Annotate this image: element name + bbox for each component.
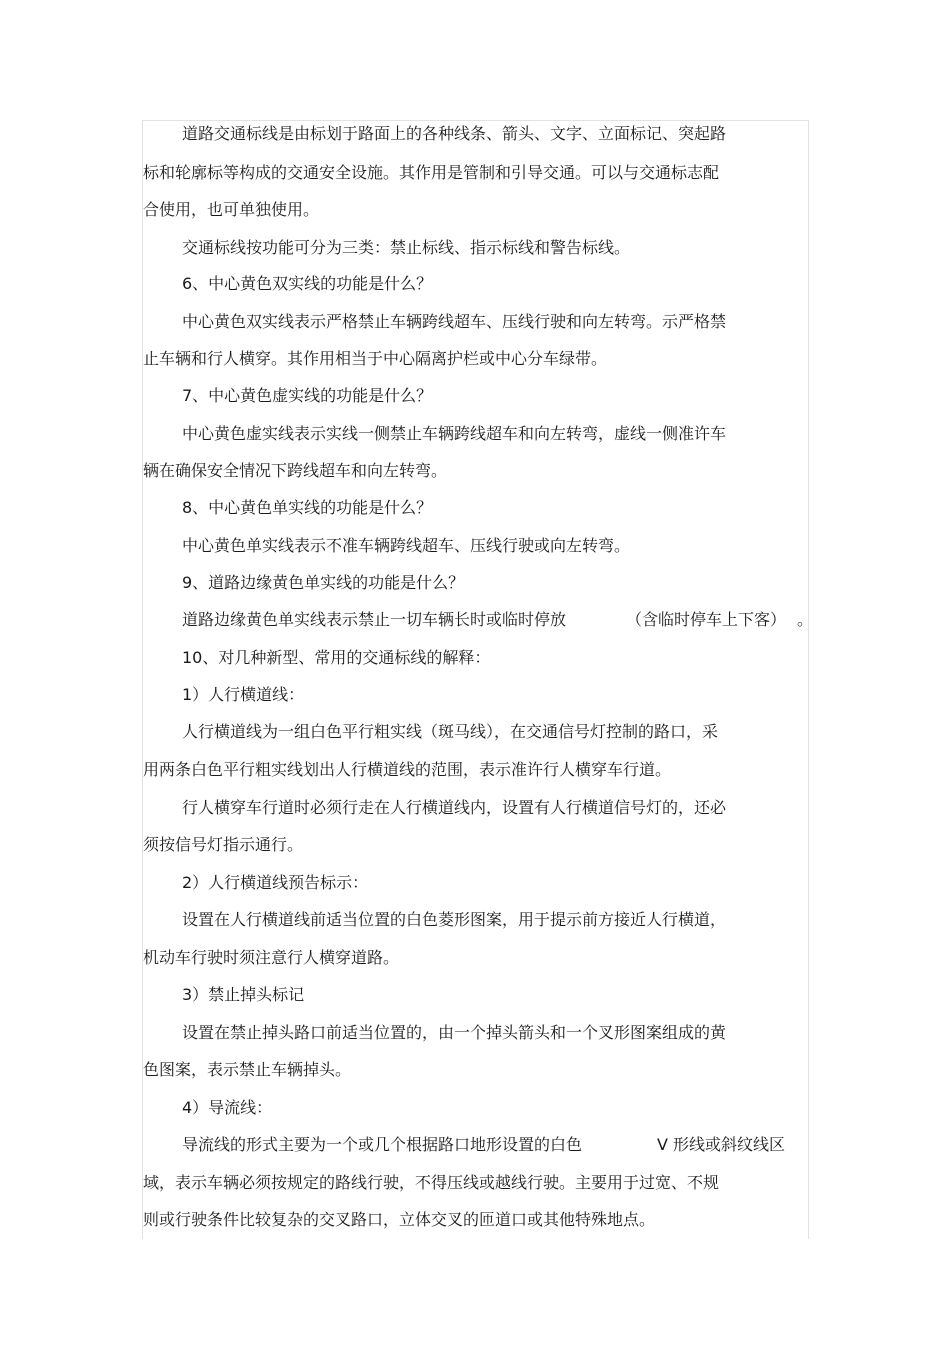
text-segment: 合使用，也可单独使用。 <box>143 200 320 219</box>
text-segment: 机动车行驶时须注意行人横穿道路。 <box>143 948 400 967</box>
text-segment: 交通标线按功能可分为三类：禁止标线、指示标线和警告标线。 <box>182 238 631 257</box>
text-segment: 。 <box>797 610 814 629</box>
text-segment: 道路交通标线是由标划于路面上的各种线条、箭头、文字、立面标记、突起路 <box>182 124 727 143</box>
text-segment: 辆在确保安全情况下跨线超车和向左转弯。 <box>143 461 448 480</box>
text-segment: （含临时停车上下客） <box>626 610 787 629</box>
text-segment: 10、对几种新型、常用的交通标线的解释： <box>182 648 491 667</box>
text-segment: 4）导流线： <box>182 1098 273 1117</box>
text-segment: 止车辆和行人横穿。其作用相当于中心隔离护栏或中心分车绿带。 <box>143 349 608 368</box>
text-segment: 则或行驶条件比较复杂的交叉路口，立体交叉的匝道口或其他特殊地点。 <box>143 1210 656 1229</box>
text-segment: 2）人行横道线预告标示： <box>182 873 369 892</box>
text-segment: 6、中心黄色双实线的功能是什么？ <box>182 274 433 293</box>
text-segment: 3）禁止掉头标记 <box>182 985 305 1004</box>
text-segment: 域，表示车辆必须按规定的路线行驶，不得压线或越线行驶。主要用于过宽、不规 <box>143 1173 720 1192</box>
text-segment: 行人横穿车行道时必须行走在人行横道线内，设置有人行横道信号灯的，还必 <box>182 798 727 817</box>
text-segment: 须按信号灯指示通行。 <box>143 835 304 854</box>
text-segment: 中心黄色虚实线表示实线一侧禁止车辆跨线超车和向左转弯，虚线一侧准许车 <box>182 424 727 443</box>
text-segment: 色图案，表示禁止车辆掉头。 <box>143 1060 352 1079</box>
text-segment: 8、中心黄色单实线的功能是什么？ <box>182 498 433 517</box>
text-segment: 9、道路边缘黄色单实线的功能是什么？ <box>182 573 465 592</box>
text-segment: 设置在人行横道线前适当位置的白色菱形图案，用于提示前方接近人行横道， <box>182 910 727 929</box>
text-segment: 导流线的形式主要为一个或几个根据路口地形设置的白色 <box>182 1135 583 1154</box>
text-segment: 中心黄色单实线表示不准车辆跨线超车、压线行驶或向左转弯。 <box>182 536 631 555</box>
text-segment: 用两条白色平行粗实线划出人行横道线的范围，表示准许行人横穿车行道。 <box>143 760 672 779</box>
text-segment: V 形线或斜纹线区 <box>657 1135 786 1154</box>
text-segment: 人行横道线为一组白色平行粗实线（斑马线），在交通信号灯控制的路口，采 <box>182 722 719 741</box>
text-segment: 1）人行横道线： <box>182 685 305 704</box>
text-segment: 标和轮廓标等构成的交通安全设施。其作用是管制和引导交通。可以与交通标志配 <box>143 163 720 182</box>
text-segment: 设置在禁止掉头路口前适当位置的，由一个掉头箭头和一个叉形图案组成的黄 <box>182 1023 727 1042</box>
text-segment: 道路边缘黄色单实线表示禁止一切车辆长时或临时停放 <box>182 610 567 629</box>
text-segment: 中心黄色双实线表示严格禁止车辆跨线超车、压线行驶和向左转弯。示严格禁 <box>182 312 727 331</box>
text-segment: 7、中心黄色虚实线的功能是什么？ <box>182 386 433 405</box>
